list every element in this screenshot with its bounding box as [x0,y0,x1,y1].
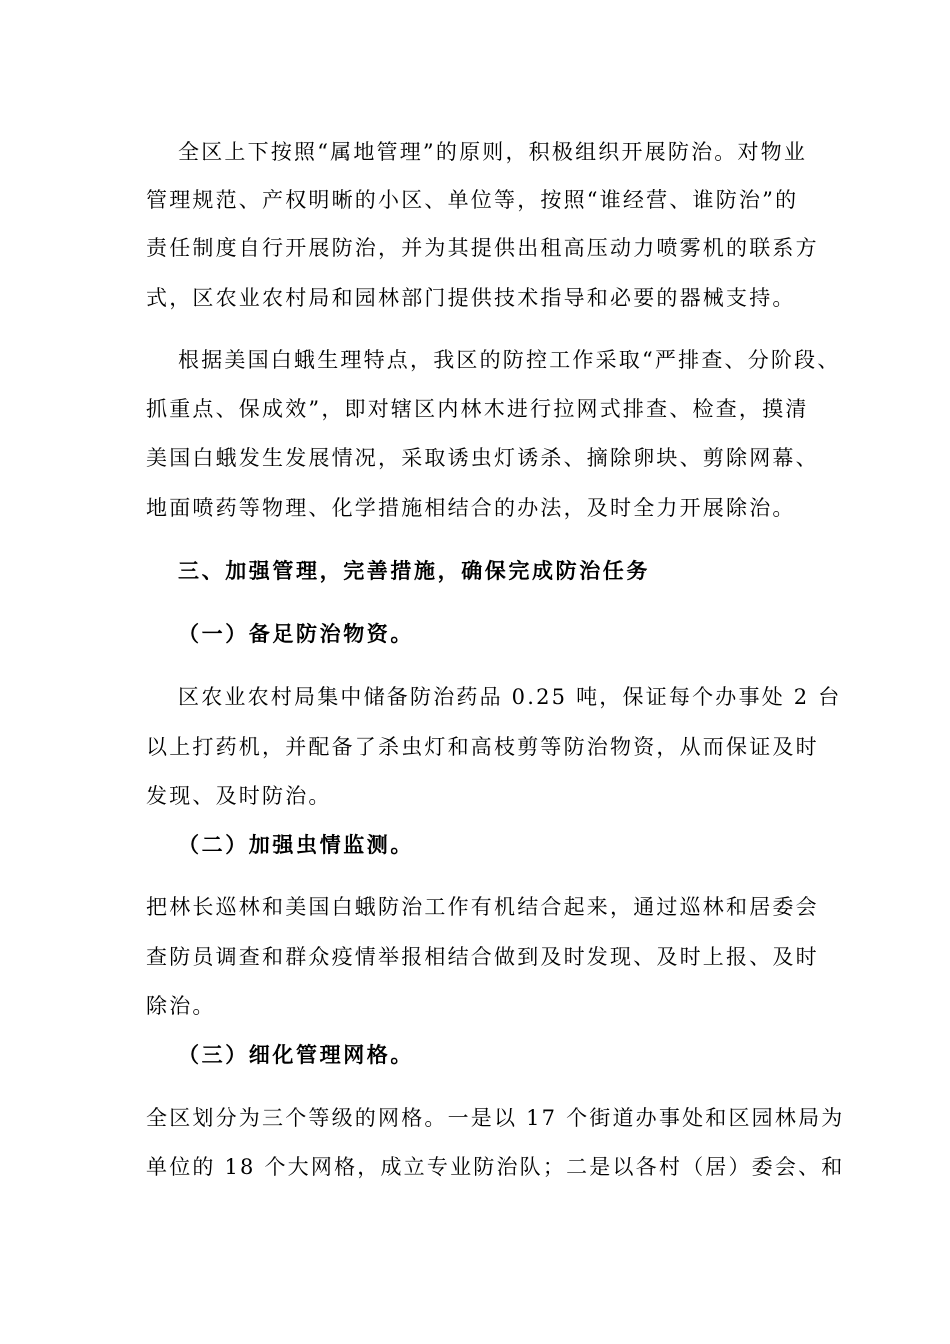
paragraph-1-line-1: 全区上下按照“属地管理”的原则，积极组织开展防治。对物业 [178,140,808,164]
paragraph-4-line-3: 除治。 [146,994,216,1018]
paragraph-1-line-4: 式，区农业农村局和园林部门提供技术指导和必要的器械支持。 [146,286,796,310]
paragraph-1-line-3: 责任制度自行开展防治，并为其提供出租高压动力喷雾机的联系方 [146,236,819,260]
subheading-2: （二）加强虫情监测。 [178,833,414,857]
subheading-3: （三）细化管理网格。 [178,1043,414,1067]
paragraph-3-line-3: 发现、及时防治。 [146,784,332,808]
paragraph-5-line-1: 全区划分为三个等级的网格。一是以 17 个街道办事处和区园林局为 [146,1106,845,1130]
paragraph-4-line-1: 把林长巡林和美国白蛾防治工作有机结合起来，通过巡林和居委会 [146,895,819,919]
section-heading-3: 三、加强管理，完善措施，确保完成防治任务 [178,559,650,583]
paragraph-2-line-2: 抓重点、保成效”，即对辖区内林木进行拉网式排查、检查，摸清 [146,397,809,421]
paragraph-4-line-2: 查防员调查和群众疫情举报相结合做到及时发现、及时上报、及时 [146,945,819,969]
paragraph-3-line-2: 以上打药机，并配备了杀虫灯和高枝剪等防治物资，从而保证及时 [146,735,819,759]
subheading-1: （一）备足防治物资。 [178,622,414,646]
paragraph-5-line-2: 单位的 18 个大网格，成立专业防治队；二是以各村（居）委会、和 [146,1155,845,1179]
paragraph-1-line-2: 管理规范、产权明晰的小区、单位等，按照“谁经营、谁防治”的 [146,188,799,212]
paragraph-2-line-4: 地面喷药等物理、化学措施相结合的办法，及时全力开展除治。 [146,496,796,520]
paragraph-2-line-3: 美国白蛾发生发展情况，采取诱虫灯诱杀、摘除卵块、剪除网幕、 [146,446,819,470]
paragraph-2-line-1: 根据美国白蛾生理特点，我区的防控工作采取“严排查、分阶段、 [178,348,841,372]
paragraph-3-line-1: 区农业农村局集中储备防治药品 0.25 吨，保证每个办事处 2 台 [178,685,842,709]
